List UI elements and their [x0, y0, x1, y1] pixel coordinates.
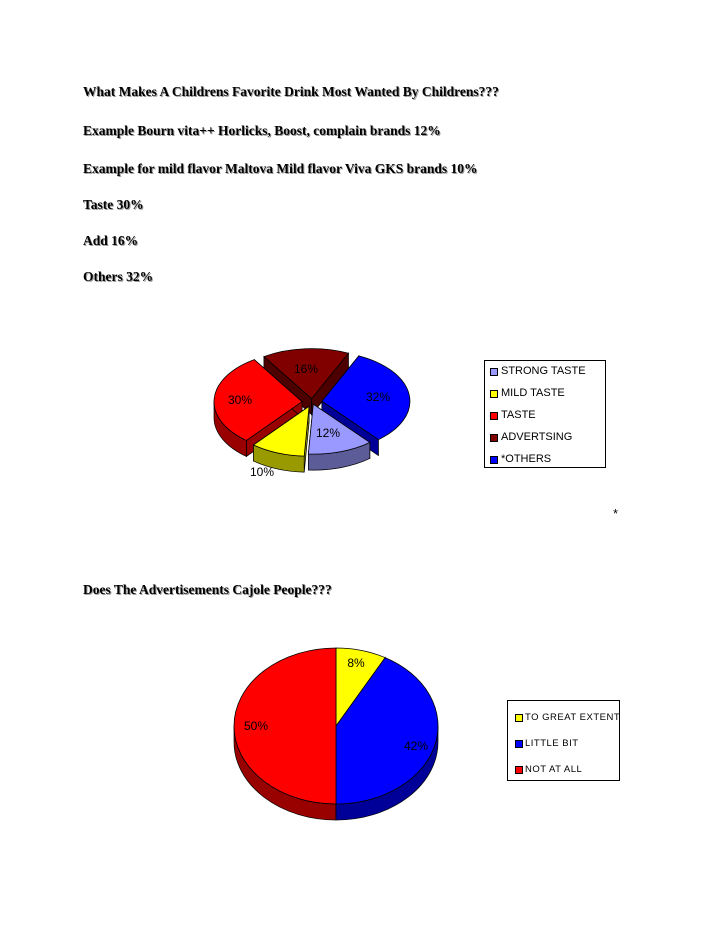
others-share: Others 32% [83, 269, 154, 284]
legend-label-to-great-extent: TO GREAT EXTENT [525, 712, 621, 723]
legend-label-others: *OTHERS [501, 453, 552, 465]
data-label-mild-taste: 10% [249, 465, 275, 479]
data-label-little-bit: 42% [403, 739, 429, 753]
legend-label-taste: TASTE [501, 409, 536, 421]
data-label-others: 32% [365, 390, 391, 404]
legend-swatch-not-at-all [515, 766, 523, 774]
data-label-to-great-extent: 8% [347, 656, 365, 670]
advertisement-influence-pie-chart [220, 640, 460, 830]
legend-label-little-bit: LITTLE BIT [525, 738, 579, 749]
advertisement-influence-legend [507, 700, 620, 781]
legend-swatch-strong-taste [490, 368, 498, 376]
data-label-taste: 30% [227, 393, 253, 407]
legend-label-not-at-all: NOT AT ALL [525, 764, 583, 775]
add-share: Add 16% [83, 233, 139, 248]
data-label-strong-taste: 12% [315, 426, 341, 440]
example-strong-brands: Example Bourn vita++ Horlicks, Boost, complain brands 12% [83, 123, 441, 138]
example-mild-brands: Example for mild flavor Maltova Mild flavor Viva GKS brands 10% [83, 161, 478, 176]
drink-preference-legend [484, 360, 606, 468]
drink-preference-pie-chart [200, 340, 440, 500]
question-heading: What Makes A Childrens Favorite Drink Most Wanted By Childrens??? [83, 84, 499, 99]
asterisk-note: * [613, 506, 619, 521]
legend-label-mild-taste: MILD TASTE [501, 387, 565, 399]
legend-swatch-advertsing [490, 434, 498, 442]
legend-label-strong-taste: STRONG TASTE [501, 365, 586, 377]
taste-share: Taste 30% [83, 197, 144, 212]
legend-swatch-taste [490, 412, 498, 420]
legend-swatch-to-great-extent [515, 714, 523, 722]
data-label-advertsing: 16% [293, 362, 319, 376]
advertisement-question-heading: Does The Advertisements Cajole People??? [83, 582, 332, 597]
legend-swatch-mild-taste [490, 390, 498, 398]
legend-label-advertsing: ADVERTSING [501, 431, 573, 443]
legend-swatch-little-bit [515, 740, 523, 748]
legend-swatch-others [490, 456, 498, 464]
data-label-not-at-all: 50% [243, 719, 269, 733]
